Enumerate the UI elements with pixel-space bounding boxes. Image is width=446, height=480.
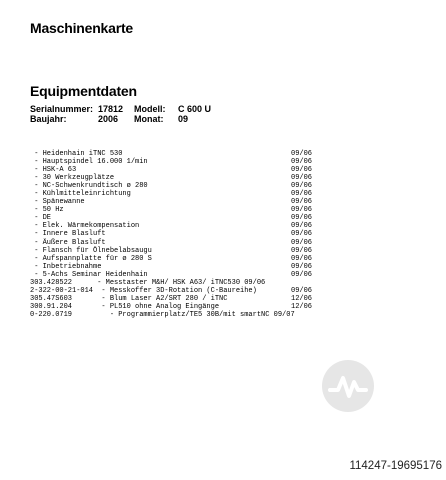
serial-value: 17812 xyxy=(98,104,124,114)
item-text: - Flansch für Ölnebelabsaugu xyxy=(30,246,152,255)
year-value: 2006 xyxy=(98,114,119,124)
item-text: - Aufspannplatte für ø 280 S xyxy=(30,254,152,263)
item-text: - DE xyxy=(30,214,52,223)
list-item xyxy=(30,158,420,166)
item-text: - Inbetriebnahme xyxy=(30,262,102,271)
list-item xyxy=(30,239,420,247)
list-item xyxy=(30,198,420,206)
list-item xyxy=(30,174,420,182)
item-text: - 5-Achs Seminar Heidenhain xyxy=(30,270,148,279)
item-date: 09/06 xyxy=(291,222,313,231)
item-date: 09/06 xyxy=(291,150,313,158)
list-item xyxy=(30,255,420,263)
item-date: 09/06 xyxy=(291,262,313,271)
item-date: 09/06 xyxy=(291,174,313,183)
item-text: 305.47S603 - Blum Laser A2/SRT 280 / iTNC xyxy=(30,294,228,303)
list-item xyxy=(30,303,420,311)
item-date: 09/06 xyxy=(291,166,313,175)
list-item xyxy=(30,295,420,303)
list-item xyxy=(30,263,420,271)
list-item xyxy=(30,271,420,279)
item-date: 09/06 xyxy=(291,238,313,247)
list-item xyxy=(30,214,420,222)
item-text: - NC-Schwenkrundtisch ø 280 xyxy=(30,182,148,191)
list-item xyxy=(30,247,420,255)
listing-id: 114247-19695176 xyxy=(349,460,442,472)
item-date: 09/06 xyxy=(291,214,313,223)
list-item xyxy=(30,182,420,190)
list-item xyxy=(30,190,420,198)
list-item xyxy=(30,206,420,214)
item-date: 09/06 xyxy=(291,158,313,167)
month-label: Monat: xyxy=(134,114,164,124)
item-date: 09/06 xyxy=(291,246,313,255)
item-text: 2-322-00-21-014 - Messkoffer 3D-Rotation (C-Baureihe) xyxy=(30,286,257,295)
year-label: Baujahr: xyxy=(30,114,67,124)
item-date: 12/06 xyxy=(291,294,313,303)
item-text: 300.91.204 - PL510 ohne Analog Eingänge xyxy=(30,302,220,311)
item-date: 09/06 xyxy=(291,270,313,279)
item-text: 303.428522 - Messtaster M&H/ HSK A63/ iTNC530 09/06 xyxy=(30,278,266,287)
item-text: - Heidenhain iTNC 530 xyxy=(30,150,123,158)
item-text: - Spänewanne xyxy=(30,198,85,207)
model-label: Modell: xyxy=(134,104,166,114)
item-text: - Elek. Wärmekompensation xyxy=(30,222,140,231)
machineseeker-logo-icon xyxy=(318,356,378,416)
item-text: - 30 Werkzeugplätze xyxy=(30,174,115,183)
item-text: 0-220.0719 - Programmierplatz/TE5 30B/mit smartNC 09/07 xyxy=(30,310,295,319)
item-date: 09/06 xyxy=(291,198,313,207)
item-date: 09/06 xyxy=(291,206,313,215)
page-title: Maschinenkarte xyxy=(30,20,134,36)
list-item xyxy=(30,287,420,295)
item-text: - Hauptspindel 16.000 1/min xyxy=(30,158,148,167)
item-text: - HSK-A 63 xyxy=(30,166,77,175)
model-value: C 600 U xyxy=(178,104,212,114)
item-text: - Äußere Blasluft xyxy=(30,238,106,247)
item-text: - Innere Blasluft xyxy=(30,230,106,239)
equipment-list xyxy=(30,150,420,319)
list-item xyxy=(30,150,420,158)
item-date: 09/06 xyxy=(291,254,313,263)
month-value: 09 xyxy=(178,114,189,124)
list-item xyxy=(30,279,420,287)
list-item xyxy=(30,166,420,174)
item-date: 09/06 xyxy=(291,182,313,191)
list-item xyxy=(30,222,420,230)
item-date: 09/06 xyxy=(291,286,313,295)
item-date: 09/06 xyxy=(291,230,313,239)
item-date: 09/06 xyxy=(291,190,313,199)
list-item xyxy=(30,230,420,238)
item-text: - 50 Hz xyxy=(30,206,64,215)
list-item xyxy=(30,311,420,319)
section-title: Equipmentdaten xyxy=(30,83,137,99)
item-date: 12/06 xyxy=(291,302,313,311)
item-text: - Kühlmitteleinrichtung xyxy=(30,190,131,199)
serial-label: Serialnummer: xyxy=(30,104,94,114)
